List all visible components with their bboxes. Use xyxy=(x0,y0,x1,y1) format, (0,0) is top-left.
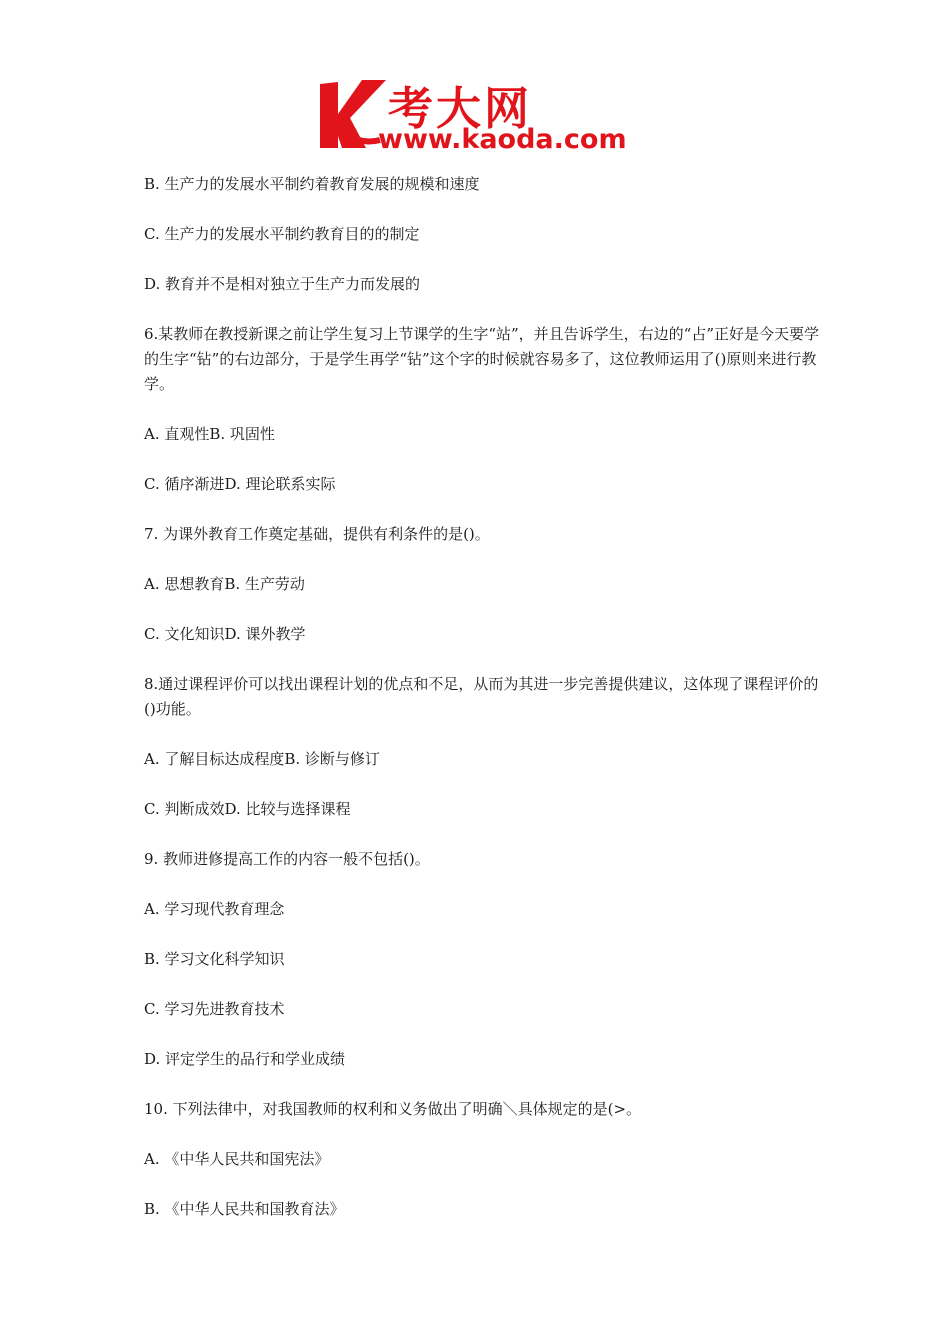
question-7: 7. 为课外教育工作奠定基础，提供有利条件的是()。 xyxy=(144,525,490,543)
kaoda-logo xyxy=(318,78,640,160)
question-8: 8.通过课程评价可以找出课程计划的优点和不足，从而为其进一步完善提供建议，这体现了课程评价的()功能。 xyxy=(144,675,819,718)
question-9: 9. 教师进修提高工作的内容一般不包括()。 xyxy=(144,850,430,868)
question-7-options-ab: A. 思想教育B. 生产劳动 xyxy=(144,575,305,593)
question-9-option-c: C. 学习先进教育技术 xyxy=(144,1000,285,1018)
question-7-options-cd: C. 文化知识D. 课外教学 xyxy=(144,625,306,643)
question-8-options-cd: C. 判断成效D. 比较与选择课程 xyxy=(144,800,351,818)
question-9-option-b: B. 学习文化科学知识 xyxy=(144,950,285,968)
question-8-options-ab: A. 了解目标达成程度B. 诊断与修订 xyxy=(144,750,380,768)
option-b-productivity-scale: B. 生产力的发展水平制约着教育发展的规模和速度 xyxy=(144,175,480,193)
question-9-option-a: A. 学习现代教育理念 xyxy=(144,900,285,918)
question-9-option-d: D. 评定学生的品行和学业成绩 xyxy=(144,1050,346,1068)
question-6-options-cd: C. 循序渐进D. 理论联系实际 xyxy=(144,475,336,493)
logo-url: www.kaoda.com xyxy=(378,124,627,155)
question-6-options-ab: A. 直观性B. 巩固性 xyxy=(144,425,275,443)
document-body xyxy=(144,172,824,1247)
question-10-option-a: A. 《中华人民共和国宪法》 xyxy=(144,1150,330,1168)
option-c-productivity-aims: C. 生产力的发展水平制约教育目的的制定 xyxy=(144,225,420,243)
question-10-option-b: B. 《中华人民共和国教育法》 xyxy=(144,1200,345,1218)
question-10: 10. 下列法律中，对我国教师的权利和义务做出了明确＼具体规定的是(>。 xyxy=(144,1100,642,1118)
option-d-education-independence: D. 教育并不是相对独立于生产力而发展的 xyxy=(144,275,421,293)
question-6: 6.某教师在教授新课之前让学生复习上节课学的生字“站”，并且告诉学生，右边的“占”正好是今天要学的生字“钻”的右边部分，于是学生再学“钻”这个字的时候就容易多了，这位教师运用了()原则来进行教学。 xyxy=(144,325,819,393)
logo-title: 考大网 xyxy=(388,82,533,135)
